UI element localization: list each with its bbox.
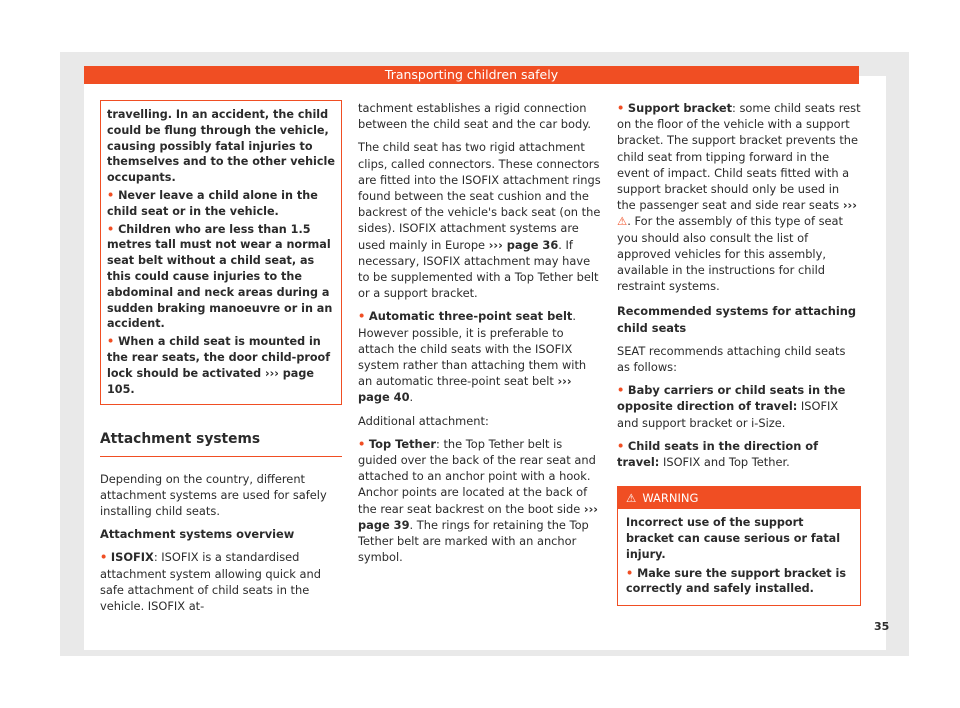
isofix-continued: tachment establishes a rigid connection between the child seat and the car body. <box>358 101 591 132</box>
connectors-paragraph: The child seat has two rigid attachment clips, called connectors. These connectors are fitted into the ISOFIX attachment rings found between the seat cushion and the backrest of the vehicle's back seat (on the sides). ISOFIX attachment systems are used mainly in Europe ››› page 36. If necessary, ISOFIX attachment may have to be supplemented with a Top Tether belt or a support bracket. <box>358 140 601 301</box>
page-reference[interactable]: ››› page 36 <box>488 237 559 252</box>
recommended-intro: SEAT recommends attaching child seats as follows: <box>617 343 846 375</box>
chapter-header: Transporting children safely <box>84 66 859 84</box>
warning-header: ⚠ WARNING <box>618 487 860 509</box>
page-reference[interactable]: ››› page 40 <box>358 374 572 405</box>
baby-carrier-item: • Baby carriers or child seats in the opposite direction of travel: ISOFIX and support bracket or i-Size. <box>617 383 846 430</box>
column-3 <box>617 100 861 606</box>
top-tether-paragraph: • Top Tether: the Top Tether belt is guided over the back of the rear seat and attached to an anchor point with a hook. Anchor points are located at the back of the rear seat backrest on the boot side ››› page 39. The rings for retaining the Top Tether belt are marked with an anchor symbol. <box>358 436 599 565</box>
warning-bullet: • Children who are less than 1.5 metres tall must not wear a normal seat belt without a child seat, as this could cause injuries to the abdominal and neck areas during a sudden braking manoeuvre or in an accident. <box>107 222 333 331</box>
warning-box <box>617 486 861 606</box>
warning-body: Incorrect use of the support bracket can cause serious or fatal injury. • Make sure the support bracket is correctly and safely installed. <box>618 509 860 605</box>
warning-triangle-icon: ⚠ <box>617 214 628 229</box>
overview-heading: Attachment systems overview <box>100 527 295 542</box>
support-bracket-paragraph: • Support bracket: some child seats rest on the floor of the vehicle with a support bracket. The support bracket prevents the child seat from tipping forward in the event of impact. Child seats fitted with a support bracket should only be used in the passenger seat and side rear seats ››› ⚠. For the assembly of this type of seat you should also consult the list of approved vehicles for this assembly, available in the instructions for child restraint systems. <box>617 101 861 294</box>
automatic-belt-paragraph: • Automatic three-point seat belt. However possible, it is preferable to attach the child seats with the ISOFIX system rather than attaching them with an automatic three-point seat belt ››› page 40. <box>358 309 587 405</box>
warning-bullet: • Never leave a child alone in the child seat or in the vehicle. <box>107 188 318 218</box>
warning-triangle-icon: ⚠ <box>626 491 637 506</box>
warning-bullet: • Make sure the support bracket is correctly and safely installed. <box>626 566 847 596</box>
warning-continued-text: travelling. In an accident, the child could be flung through the vehicle, causing possibly fatal injuries to themselves and to the other vehicle occupants. <box>107 108 335 185</box>
warning-reference[interactable]: ››› ⚠ <box>617 198 857 229</box>
page-number: 35 <box>874 620 890 633</box>
page-reference[interactable]: ››› page 39 <box>358 501 599 532</box>
additional-label: Additional attachment: <box>358 413 489 428</box>
warning-bullet: • When a child seat is mounted in the rear seats, the door child-proof lock should be activated ››› page 105. <box>107 335 331 396</box>
column-2 <box>358 100 601 572</box>
warning-continuation-box <box>100 100 342 405</box>
intro-paragraph: Depending on the country, different attachment systems are used for safely installing child seats. <box>100 471 327 518</box>
section-title: Attachment systems <box>100 431 342 456</box>
page-reference[interactable]: ››› page 105. <box>107 366 314 396</box>
column-1 <box>100 100 342 621</box>
isofix-paragraph: • ISOFIX: ISOFIX is a standardised attachment system allowing quick and safe attachment of child seats in the vehicle. ISOFIX at- <box>100 550 321 613</box>
forward-seat-item: • Child seats in the direction of travel: ISOFIX and Top Tether. <box>617 438 819 470</box>
recommended-heading: Recommended systems for attaching child seats <box>617 304 857 335</box>
